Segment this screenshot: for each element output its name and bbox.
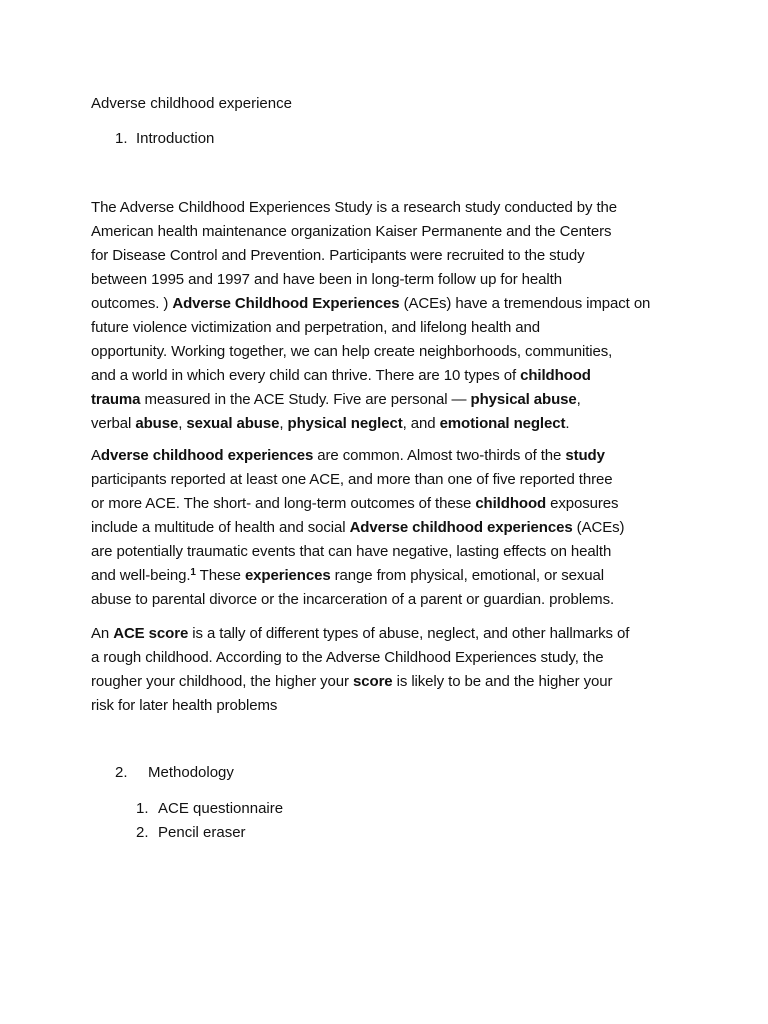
section-label: Methodology <box>148 764 234 781</box>
bold-run: physical neglect <box>287 415 403 432</box>
section-number: 2. <box>115 764 128 781</box>
bold-run: Adverse childhood experiences <box>349 519 573 536</box>
text-line <box>91 670 683 694</box>
bold-run: score <box>353 673 393 690</box>
text-line: The Adverse Childhood Experiences Study is a research study conducted by the <box>91 199 618 216</box>
text-run: is likely to be and the higher your <box>392 673 613 690</box>
text-line: opportunity. Working together, we can help create neighborhoods, communities, <box>91 343 613 360</box>
text-line <box>91 516 683 540</box>
text-line <box>91 492 683 516</box>
text-run: and well-being. <box>91 567 191 584</box>
bold-run: ACE score <box>113 625 189 642</box>
text-line: future violence victimization and perpetration, and lifelong health and <box>91 319 541 336</box>
methodology-list <box>136 797 283 845</box>
text-line <box>91 412 683 436</box>
text-run: , <box>279 415 288 432</box>
text-run: are common. Almost two-thirds of the <box>313 447 566 464</box>
text-run: rougher your childhood, the higher your <box>91 673 354 690</box>
text-line: a rough childhood. According to the Adverse Childhood Experiences study, the <box>91 649 604 666</box>
bold-run: study <box>565 447 605 464</box>
text-line <box>91 388 683 412</box>
text-line <box>91 364 683 388</box>
text-line <box>91 444 683 468</box>
bold-run: dverse childhood experiences <box>100 447 314 464</box>
section-heading-introduction <box>115 129 214 149</box>
text-line <box>91 564 683 588</box>
paragraph-prevalence <box>91 444 683 612</box>
paragraph-intro <box>91 196 683 436</box>
section-number: 1. <box>115 130 128 147</box>
text-run: include a multitude of health and social <box>91 519 350 536</box>
text-line: participants reported at least one ACE, and more than one of five reported three <box>91 471 613 488</box>
text-line <box>91 622 683 646</box>
text-run: range from physical, emotional, or sexual <box>330 567 605 584</box>
bold-run: physical abuse <box>470 391 577 408</box>
bold-run: sexual abuse <box>186 415 280 432</box>
text-line: abuse to parental divorce or the incarceration of a parent or guardian. problems. <box>91 591 615 608</box>
section-heading-methodology <box>115 763 234 783</box>
text-run: , and <box>402 415 440 432</box>
text-run: , <box>178 415 187 432</box>
text-line: are potentially traumatic events that can have negative, lasting effects on health <box>91 543 612 560</box>
bold-run: Adverse Childhood Experiences <box>172 295 400 312</box>
bold-run: emotional neglect <box>439 415 566 432</box>
text-run: or more ACE. The short- and long-term outcomes of these <box>91 495 476 512</box>
text-run: outcomes. ) <box>91 295 173 312</box>
text-line: risk for later health problems <box>91 697 278 714</box>
text-line: for Disease Control and Prevention. Participants were recruited to the study <box>91 247 585 264</box>
bold-run: experiences <box>244 567 331 584</box>
footnote-marker: 1 <box>190 567 196 578</box>
text-line: American health maintenance organization Kaiser Permanente and the Centers <box>91 223 612 240</box>
list-label: ACE questionnaire <box>158 800 284 817</box>
list-item <box>136 797 283 821</box>
text-run: An <box>91 625 114 642</box>
bold-run: childhood <box>475 495 547 512</box>
bold-run: childhood <box>520 367 591 384</box>
list-number: 1. <box>136 800 149 817</box>
list-item <box>136 821 283 845</box>
bold-run: abuse <box>135 415 179 432</box>
text-run: . <box>565 415 570 432</box>
text-run: verbal <box>91 415 136 432</box>
bold-run: trauma <box>91 391 141 408</box>
paragraph-ace-score <box>91 622 683 718</box>
text-run: These <box>195 567 245 584</box>
text-line <box>91 292 683 316</box>
text-run: measured in the ACE Study. Five are personal — <box>140 391 471 408</box>
document-title: Adverse childhood experience <box>91 95 292 112</box>
text-run: (ACEs) <box>572 519 625 536</box>
text-run: A <box>91 447 101 464</box>
section-label: Introduction <box>136 130 215 147</box>
text-run: and a world in which every child can thrive. There are 10 types of <box>91 367 521 384</box>
text-line: between 1995 and 1997 and have been in long-term follow up for health <box>91 271 562 288</box>
list-label: Pencil eraser <box>158 824 246 841</box>
text-run: is a tally of different types of abuse, neglect, and other hallmarks of <box>188 625 630 642</box>
text-run: (ACEs) have a tremendous impact on <box>399 295 651 312</box>
text-run: exposures <box>546 495 619 512</box>
text-run: , <box>576 391 581 408</box>
list-number: 2. <box>136 824 149 841</box>
